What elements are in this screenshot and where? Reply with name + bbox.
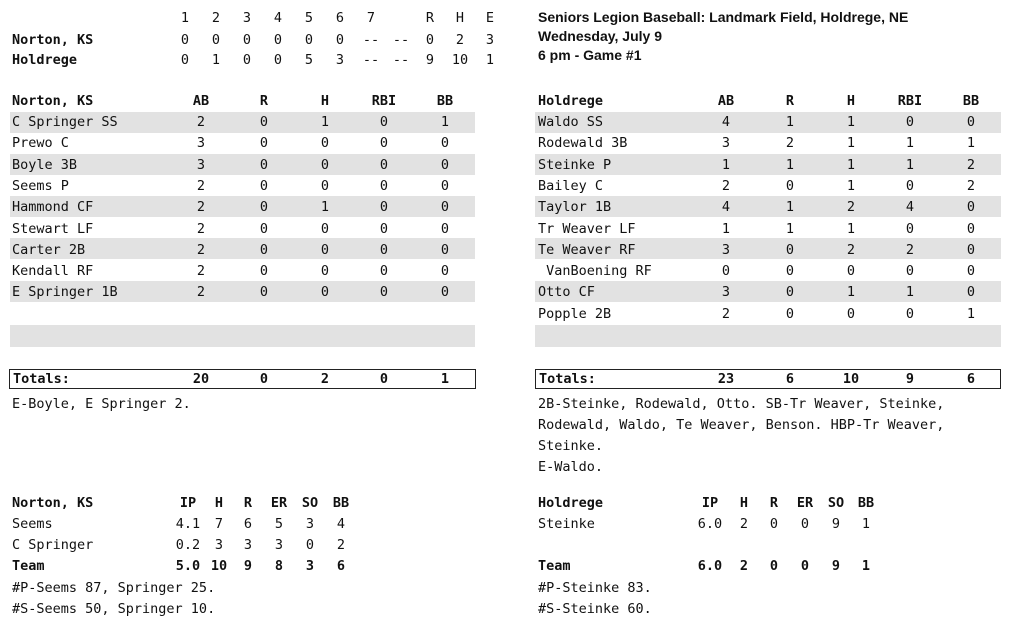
stat-cell: 2 xyxy=(846,199,856,216)
stat-cell: 2 xyxy=(336,537,346,553)
stat-cell: 1 xyxy=(440,114,450,130)
stat-cell: 2 xyxy=(739,516,749,532)
player-name: Stewart LF xyxy=(12,220,94,237)
stat-cell: 0 xyxy=(966,220,976,237)
stat-cell: 0 xyxy=(440,241,450,258)
col-header-rbi: RBI xyxy=(897,93,923,109)
stat-cell: 1 xyxy=(721,220,731,237)
stat-cell: 3 xyxy=(214,537,224,553)
stat-cell: 3 xyxy=(243,537,253,553)
stat-cell: 0 xyxy=(259,135,269,152)
pitch-header-r: R xyxy=(243,495,253,511)
inning-header: 1 xyxy=(180,10,190,26)
stat-cell: 1 xyxy=(905,135,915,152)
stat-cell: 0 xyxy=(259,114,269,130)
stat-cell: 3 xyxy=(274,537,284,553)
home-team-h: 2 xyxy=(739,558,749,574)
linescore-inning: 0 xyxy=(273,52,283,68)
home-pitching-team: Holdrege xyxy=(538,495,604,511)
home-pitching-team-label: Team xyxy=(538,558,571,574)
stat-cell: 1 xyxy=(846,156,856,173)
stat-cell: 7 xyxy=(214,516,224,532)
game-info-title: Seniors Legion Baseball: Landmark Field, Holdrege, NE xyxy=(538,9,909,25)
stat-cell: 3 xyxy=(721,135,731,152)
pitcher-name: C Springer xyxy=(12,537,94,553)
player-name: Carter 2B xyxy=(12,241,86,258)
away-pitching-team-label: Team xyxy=(12,558,45,574)
stat-cell: 0 xyxy=(769,516,779,532)
linescore-hits: 10 xyxy=(451,52,469,68)
away-team-r: 9 xyxy=(243,558,253,574)
stat-cell: 0 xyxy=(785,305,795,322)
stat-cell: 1 xyxy=(721,156,731,173)
linescore-inning: 0 xyxy=(242,52,252,68)
stat-cell: 0 xyxy=(905,263,915,280)
stat-cell: 0 xyxy=(440,156,450,173)
linescore-inning: 0 xyxy=(304,32,314,48)
inning-header: 7 xyxy=(366,10,376,26)
player-name: Bailey C xyxy=(538,177,604,194)
home-team-bb: 1 xyxy=(861,558,871,574)
stat-cell: 0 xyxy=(966,199,976,216)
stat-cell: 0 xyxy=(379,135,389,152)
home-batting-notes-1: 2B-Steinke, Rodewald, Otto. SB-Tr Weaver, Steinke, xyxy=(538,396,945,412)
stat-cell: 3 xyxy=(721,241,731,258)
stat-cell: 1 xyxy=(846,114,856,130)
away-total-r: 0 xyxy=(259,371,269,387)
stat-cell: 0 xyxy=(379,156,389,173)
home-pitching-notes-2: #S-Steinke 60. xyxy=(538,601,652,617)
stat-cell: 0 xyxy=(440,177,450,194)
away-team-er: 8 xyxy=(274,558,284,574)
stat-cell: 0 xyxy=(379,284,389,301)
col-header-r: R xyxy=(259,93,269,109)
rhe-header-r: R xyxy=(425,10,435,26)
stat-cell: 1 xyxy=(905,284,915,301)
pitcher-name: Steinke xyxy=(538,516,595,532)
stat-cell: 0.2 xyxy=(175,537,201,553)
player-name: Kendall RF xyxy=(12,263,94,280)
stat-cell: 2 xyxy=(846,241,856,258)
rhe-header-e: E xyxy=(485,10,495,26)
pitch-header-so: SO xyxy=(827,495,845,511)
stat-cell: 1 xyxy=(846,177,856,194)
stat-cell: 0 xyxy=(259,263,269,280)
stat-cell: 4 xyxy=(336,516,346,532)
linescore-inning: 0 xyxy=(335,32,345,48)
stat-cell: 2 xyxy=(196,199,206,216)
stat-cell: 0 xyxy=(966,263,976,280)
stat-cell: 0 xyxy=(800,516,810,532)
stat-cell: 0 xyxy=(259,241,269,258)
stat-cell: 0 xyxy=(320,220,330,237)
home-total-bb: 6 xyxy=(966,371,976,387)
stat-cell: 1 xyxy=(846,284,856,301)
stat-cell: 2 xyxy=(721,305,731,322)
away-team-bb: 6 xyxy=(336,558,346,574)
col-header-rbi: RBI xyxy=(371,93,397,109)
linescore-errors: 3 xyxy=(485,32,495,48)
stat-cell: 2 xyxy=(196,114,206,130)
linescore-inning: 0 xyxy=(273,32,283,48)
stat-cell: 2 xyxy=(196,263,206,280)
stat-cell: 0 xyxy=(785,284,795,301)
stat-cell: 0 xyxy=(379,114,389,130)
home-team-er: 0 xyxy=(800,558,810,574)
stat-cell: 3 xyxy=(196,156,206,173)
linescore-team-away: Norton, KS xyxy=(12,32,94,48)
linescore-inning: 0 xyxy=(242,32,252,48)
stat-cell: 6 xyxy=(243,516,253,532)
stat-cell: 1 xyxy=(785,156,795,173)
col-header-r: R xyxy=(785,93,795,109)
away-batting-notes: E-Boyle, E Springer 2. xyxy=(12,396,191,412)
inning-header: 5 xyxy=(304,10,314,26)
stat-cell: 2 xyxy=(196,284,206,301)
linescore-runs: 0 xyxy=(425,32,435,48)
pitch-header-bb: BB xyxy=(857,495,875,511)
player-name: Taylor 1B xyxy=(538,199,612,216)
player-name: Tr Weaver LF xyxy=(538,220,636,237)
stat-cell: 0 xyxy=(440,220,450,237)
stat-cell: 0 xyxy=(259,199,269,216)
stat-cell: 0 xyxy=(379,263,389,280)
home-total-rbi: 9 xyxy=(905,371,915,387)
stat-cell: 0 xyxy=(320,263,330,280)
inning-header: 2 xyxy=(211,10,221,26)
home-total-r: 6 xyxy=(785,371,795,387)
stat-cell: 1 xyxy=(785,199,795,216)
stat-cell: 0 xyxy=(846,305,856,322)
away-total-h: 2 xyxy=(320,371,330,387)
home-batting-notes-2: Rodewald, Waldo, Te Weaver, Benson. HBP-Tr Weaver, xyxy=(538,417,945,433)
pitch-header-er: ER xyxy=(270,495,288,511)
pitch-header-ip: IP xyxy=(701,495,719,511)
stat-cell: 2 xyxy=(966,156,976,173)
player-name: Seems P xyxy=(12,177,69,194)
player-name: Hammond CF xyxy=(12,199,94,216)
stat-cell: 2 xyxy=(196,177,206,194)
player-name: Steinke P xyxy=(538,156,612,173)
stat-cell: 3 xyxy=(721,284,731,301)
stat-cell: 0 xyxy=(320,156,330,173)
stat-cell: 6.0 xyxy=(697,516,723,532)
home-total-h: 10 xyxy=(842,371,860,387)
stat-cell: 0 xyxy=(966,241,976,258)
away-total-ab: 20 xyxy=(192,371,210,387)
pitch-header-h: H xyxy=(739,495,749,511)
stat-cell: 0 xyxy=(320,284,330,301)
stat-cell: 1 xyxy=(320,199,330,216)
player-name: Boyle 3B xyxy=(12,156,78,173)
stat-cell: 0 xyxy=(440,263,450,280)
stat-cell: 0 xyxy=(440,284,450,301)
player-name: VanBoening RF xyxy=(538,263,652,280)
pitch-header-bb: BB xyxy=(332,495,350,511)
stat-cell: 0 xyxy=(320,241,330,258)
stat-cell: 2 xyxy=(196,241,206,258)
stat-cell: 5 xyxy=(274,516,284,532)
stat-cell: 0 xyxy=(905,220,915,237)
stat-cell: 0 xyxy=(259,284,269,301)
linescore-inning: -- xyxy=(392,32,410,48)
stat-cell: 0 xyxy=(320,135,330,152)
pitch-header-r: R xyxy=(769,495,779,511)
stat-cell: 0 xyxy=(440,135,450,152)
stat-cell: 4 xyxy=(905,199,915,216)
away-pitching-notes-1: #P-Seems 87, Springer 25. xyxy=(12,580,216,596)
player-name: Rodewald 3B xyxy=(538,135,628,152)
linescore-inning: 3 xyxy=(335,52,345,68)
col-header-bb: BB xyxy=(962,93,980,109)
home-team-so: 9 xyxy=(831,558,841,574)
home-total-ab: 23 xyxy=(717,371,735,387)
inning-header: 4 xyxy=(273,10,283,26)
home-team-ip: 6.0 xyxy=(697,558,723,574)
rhe-header-h: H xyxy=(455,10,465,26)
stat-cell: 0 xyxy=(320,177,330,194)
player-name: Waldo SS xyxy=(538,114,604,130)
stat-cell: 2 xyxy=(905,241,915,258)
stat-cell: 1 xyxy=(320,114,330,130)
pitcher-name: Seems xyxy=(12,516,53,532)
stat-cell: 1 xyxy=(846,220,856,237)
stat-cell: 3 xyxy=(305,516,315,532)
col-header-h: H xyxy=(320,93,330,109)
linescore-inning: -- xyxy=(392,52,410,68)
linescore-inning: 1 xyxy=(211,52,221,68)
stat-cell: 0 xyxy=(905,177,915,194)
pitch-header-er: ER xyxy=(796,495,814,511)
linescore-errors: 1 xyxy=(485,52,495,68)
stat-cell: 4 xyxy=(721,114,731,130)
home-batting-team: Holdrege xyxy=(538,93,604,109)
stat-cell: 0 xyxy=(259,156,269,173)
stat-cell: 2 xyxy=(721,177,731,194)
away-total-bb: 1 xyxy=(440,371,450,387)
linescore-inning: -- xyxy=(362,52,380,68)
stat-cell: 3 xyxy=(196,135,206,152)
col-header-ab: AB xyxy=(717,93,735,109)
stat-cell: 0 xyxy=(966,284,976,301)
away-totals-label: Totals: xyxy=(13,371,70,387)
away-team-ip: 5.0 xyxy=(175,558,201,574)
inning-header: 3 xyxy=(242,10,252,26)
linescore-inning: 0 xyxy=(180,52,190,68)
stat-cell: 0 xyxy=(379,220,389,237)
stat-cell: 4 xyxy=(721,199,731,216)
game-info-date: Wednesday, July 9 xyxy=(538,28,662,44)
stat-cell: 1 xyxy=(861,516,871,532)
stat-cell: 0 xyxy=(785,177,795,194)
away-batting-team: Norton, KS xyxy=(12,93,94,109)
home-batting-notes-3: Steinke. xyxy=(538,438,604,454)
stat-cell: 2 xyxy=(196,220,206,237)
stat-cell: 4.1 xyxy=(175,516,201,532)
stat-cell: 0 xyxy=(305,537,315,553)
player-name: Te Weaver RF xyxy=(538,241,636,258)
stat-cell: 0 xyxy=(966,114,976,130)
home-team-r: 0 xyxy=(769,558,779,574)
stat-cell: 1 xyxy=(905,156,915,173)
linescore-team-home: Holdrege xyxy=(12,52,78,68)
stat-cell: 0 xyxy=(846,263,856,280)
away-pitching-notes-2: #S-Seems 50, Springer 10. xyxy=(12,601,216,617)
player-name: C Springer SS xyxy=(12,114,118,130)
stat-cell: 2 xyxy=(966,177,976,194)
player-name: Prewo C xyxy=(12,135,69,152)
away-pitching-team: Norton, KS xyxy=(12,495,94,511)
stat-cell: 0 xyxy=(259,220,269,237)
pitch-header-so: SO xyxy=(301,495,319,511)
stat-cell: 0 xyxy=(379,199,389,216)
linescore-inning: 5 xyxy=(304,52,314,68)
stat-cell: 1 xyxy=(966,305,976,322)
linescore-hits: 2 xyxy=(455,32,465,48)
linescore-inning: 0 xyxy=(180,32,190,48)
col-header-ab: AB xyxy=(192,93,210,109)
game-info-time: 6 pm - Game #1 xyxy=(538,47,642,63)
stat-cell: 0 xyxy=(905,114,915,130)
stat-cell: 1 xyxy=(846,135,856,152)
home-totals-label: Totals: xyxy=(539,371,596,387)
stat-cell: 0 xyxy=(905,305,915,322)
linescore-runs: 9 xyxy=(425,52,435,68)
stat-cell: 9 xyxy=(831,516,841,532)
stat-cell: 1 xyxy=(966,135,976,152)
stat-cell: 2 xyxy=(785,135,795,152)
col-header-bb: BB xyxy=(436,93,454,109)
stat-cell: 0 xyxy=(259,177,269,194)
home-batting-notes-4: E-Waldo. xyxy=(538,459,604,475)
linescore-inning: -- xyxy=(362,32,380,48)
stat-cell: 1 xyxy=(785,220,795,237)
inning-header: 6 xyxy=(335,10,345,26)
stat-cell: 0 xyxy=(785,263,795,280)
player-name: Popple 2B xyxy=(538,305,612,322)
pitch-header-h: H xyxy=(214,495,224,511)
stat-cell: 0 xyxy=(440,199,450,216)
away-team-so: 3 xyxy=(305,558,315,574)
player-name: E Springer 1B xyxy=(12,284,118,301)
home-pitching-notes-1: #P-Steinke 83. xyxy=(538,580,652,596)
stat-cell: 0 xyxy=(379,241,389,258)
away-team-h: 10 xyxy=(210,558,228,574)
stat-cell: 0 xyxy=(721,263,731,280)
away-total-rbi: 0 xyxy=(379,371,389,387)
col-header-h: H xyxy=(846,93,856,109)
player-name: Otto CF xyxy=(538,284,595,301)
stat-cell: 0 xyxy=(379,177,389,194)
pitch-header-ip: IP xyxy=(179,495,197,511)
linescore-inning: 0 xyxy=(211,32,221,48)
stat-cell: 0 xyxy=(785,241,795,258)
stat-cell: 1 xyxy=(785,114,795,130)
